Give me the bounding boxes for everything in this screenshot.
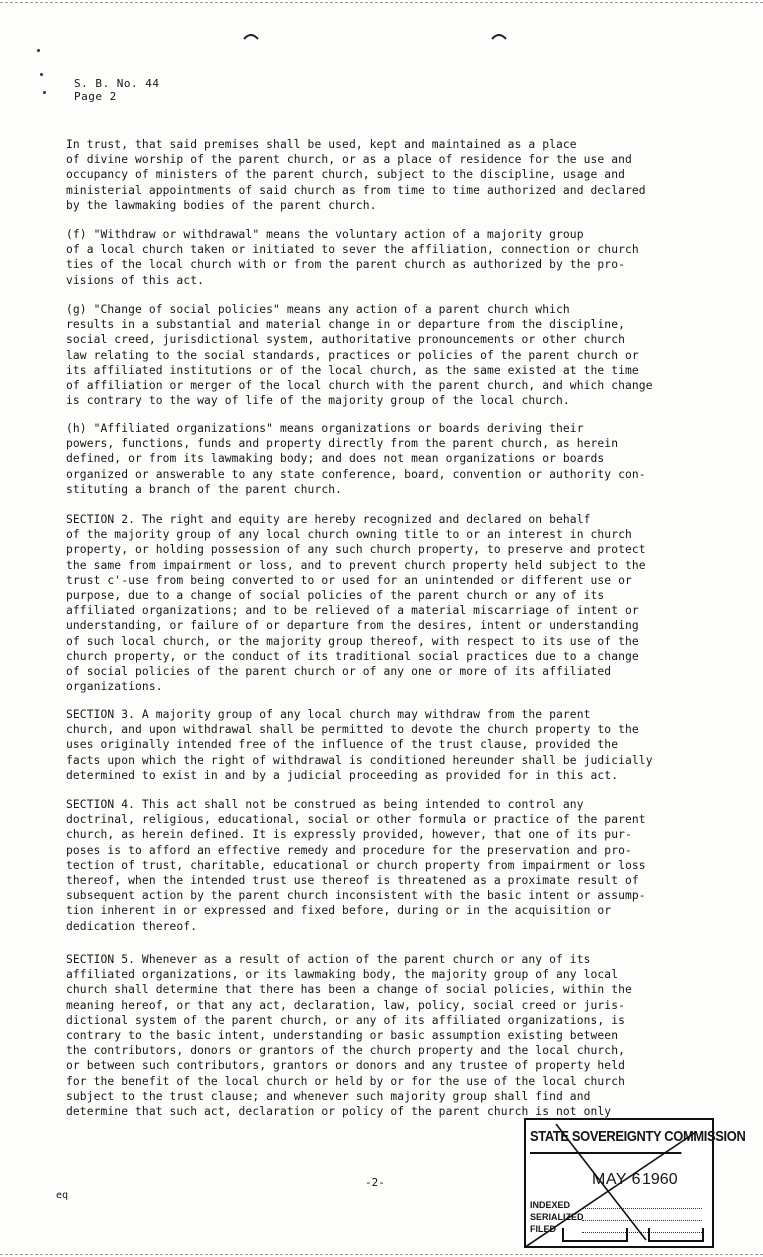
text-line: (g) "Change of social policies" means any action of a parent church which [66,303,570,316]
text-line: understanding, or failure of or departure from the desires, intent or understanding [66,619,639,633]
text-line: stituting a branch of the parent church. [66,482,343,496]
text-line: facts upon which the right of withdrawal is conditioned hereunder shall be judicially [66,753,653,767]
bill-number: S. B. No. 44 [74,77,160,90]
margin-speck [40,73,43,76]
text-line: trust c'-use from being converted to or used for an unintended or different use or [66,573,632,587]
text-line: visions of this act. [66,273,205,287]
text-line: ministerial appointments of said church as from time to time authorized and declared [66,183,646,197]
stamp-field-label: INDEXED [530,1200,571,1210]
text-line: for the benefit of the local church or held by or for the use of the local church [66,1074,626,1088]
text-line: of the majority group of any local church owning title to or an interest in church [66,528,632,542]
text-line: tion inherent in or expressed and fixed before, during or in the acquisition or [66,904,612,918]
text-line: property, or holding possession of any such church property, to preserve and protect [66,543,646,557]
text-line: determine that such act, declaration or policy of the parent church is not only [66,1105,612,1119]
text-line: affiliated organizations, or its lawmaking body, the majority group of any local [66,968,619,982]
commission-stamp [524,1118,746,1248]
margin-speck [37,49,40,52]
text-line: affiliated organizations; and to be relieved of a material miscarriage of intent or [66,604,639,618]
staple-mark [491,32,507,40]
stamp-year: 1960 [642,1171,678,1188]
text-line: is contrary to the way of life of the majority group of the local church. [66,394,570,408]
text-line: organizations. [66,680,163,694]
page-number: -2- [365,1176,385,1189]
text-line: law relating to the social standards, practices or policies of the parent church or [66,348,639,362]
text-line: In trust, that said premises shall be used, kept and maintained as a place [66,138,577,151]
text-line: determined to exist in and by a judicial proceeding as provided for in this act. [66,768,619,782]
text-line: doctrinal, religious, educational, social or other formula or practice of the parent [66,813,646,827]
text-line: occupancy of ministers of the parent church, subject to the discipline, usage and [66,168,626,182]
text-line: defined, or from its lawmaking body; and does not mean organizations or boards [66,452,605,466]
paragraph-trust-clause [66,137,698,213]
text-line: church shall determine that there has been a change of social policies, within the [66,983,632,997]
text-line: of such local church, or the majority group thereof, with respect to its use of the [66,634,639,648]
text-line: purpose, due to a change of social policies of the parent church or any of its [66,589,605,603]
text-line: SECTION 3. A majority group of any local church may withdraw from the parent [66,708,591,721]
paragraph-definition-g [66,302,698,408]
text-line: dedication thereof. [66,919,198,933]
text-line: of social policies of the parent church or of any one or more of its affiliated [66,665,612,679]
text-line: meaning hereof, or that any act, declaration, law, policy, social creed or juris- [66,998,626,1012]
text-line: contrary to the basic intent, understanding or basic assumption existing between [66,1029,619,1043]
paragraph-section-3 [66,707,698,783]
page-label: Page 2 [74,90,117,103]
text-line: church, as herein defined. It is expressly provided, however, that one of its pur- [66,828,632,842]
text-line: subject to the trust clause; and whenever such majority group shall find and [66,1089,591,1103]
text-line: social creed, jurisdictional system, authoritative pronouncements or other church [66,333,626,347]
text-line: tection of trust, charitable, educational or church property from impairment or loss [66,858,646,872]
text-line: the contributors, donors or grantors of the church property and the local church, [66,1044,626,1058]
text-line: powers, functions, funds and property directly from the parent church, as herein [66,437,619,451]
text-line: thereof, when the intended trust use thereof is threatened as a proximate result of [66,874,639,888]
text-line: (h) "Affiliated organizations" means organizations or boards deriving their [66,422,584,435]
typist-initials: eq [56,1190,69,1201]
text-line: church property, or the conduct of its traditional social practices due to a change [66,649,639,663]
text-line: poses is to afford an effective remedy and procedure for the preservation and pro- [66,843,632,857]
paragraph-section-4 [66,797,698,934]
text-line: SECTION 4. This act shall not be construed as being intended to control any [66,798,584,811]
stamp-field-label: FILED [530,1224,556,1234]
text-line: church, and upon withdrawal shall be permitted to devote the church property to the [66,723,639,737]
paragraph-section-5 [66,952,698,1119]
bottom-perforation [0,1254,763,1255]
text-line: (f) "Withdraw or withdrawal" means the voluntary action of a majority group [66,228,584,241]
text-line: or between such contributors, grantors or donors and any trustee of property held [66,1059,626,1073]
text-line: SECTION 5. Whenever as a result of action of the parent church or any of its [66,953,591,966]
text-line: dictional system of the parent church, or any of its affiliated organizations, is [66,1013,626,1027]
text-line: of affiliation or merger of the local church with the parent church, and which change [66,379,653,393]
cancel-cross-mark [526,1120,712,1246]
paragraph-definition-f [66,227,698,288]
text-line: subsequent action by the parent church inconsistent with the basic intent or assump- [66,889,646,903]
text-line: by the lawmaking bodies of the parent church. [66,198,377,212]
text-line: the same from impairment or loss, and to prevent church property held subject to the [66,558,646,572]
text-line: uses originally intended free of the influence of the trust clause, provided the [66,738,619,752]
text-line: results in a substantial and material change in or departure from the discipline, [66,318,626,332]
staple-mark [243,32,259,40]
margin-speck [43,91,46,94]
stamp-date: MAY 6 [592,1171,642,1188]
paragraph-definition-h [66,421,698,497]
text-line: of divine worship of the parent church, or as a place of residence for the use and [66,153,632,167]
stamp-title: STATE SOVEREIGNTY COMMISSION [530,1122,681,1154]
text-line: its affiliated institutions or of the local church, as the same existed at the time [66,363,639,377]
paragraph-section-2 [66,512,698,694]
text-line: organized or answerable to any state conference, board, convention or authority con- [66,467,646,481]
text-line: ties of the local church with or from the parent church as authorized by the pro- [66,258,626,272]
stamp-field-label: SERIALIZED [530,1212,584,1222]
text-line: SECTION 2. The right and equity are hereby recognized and declared on behalf [66,513,591,526]
text-line: of a local church taken or initiated to sever the affiliation, connection or church [66,243,639,257]
top-perforation [0,2,763,3]
